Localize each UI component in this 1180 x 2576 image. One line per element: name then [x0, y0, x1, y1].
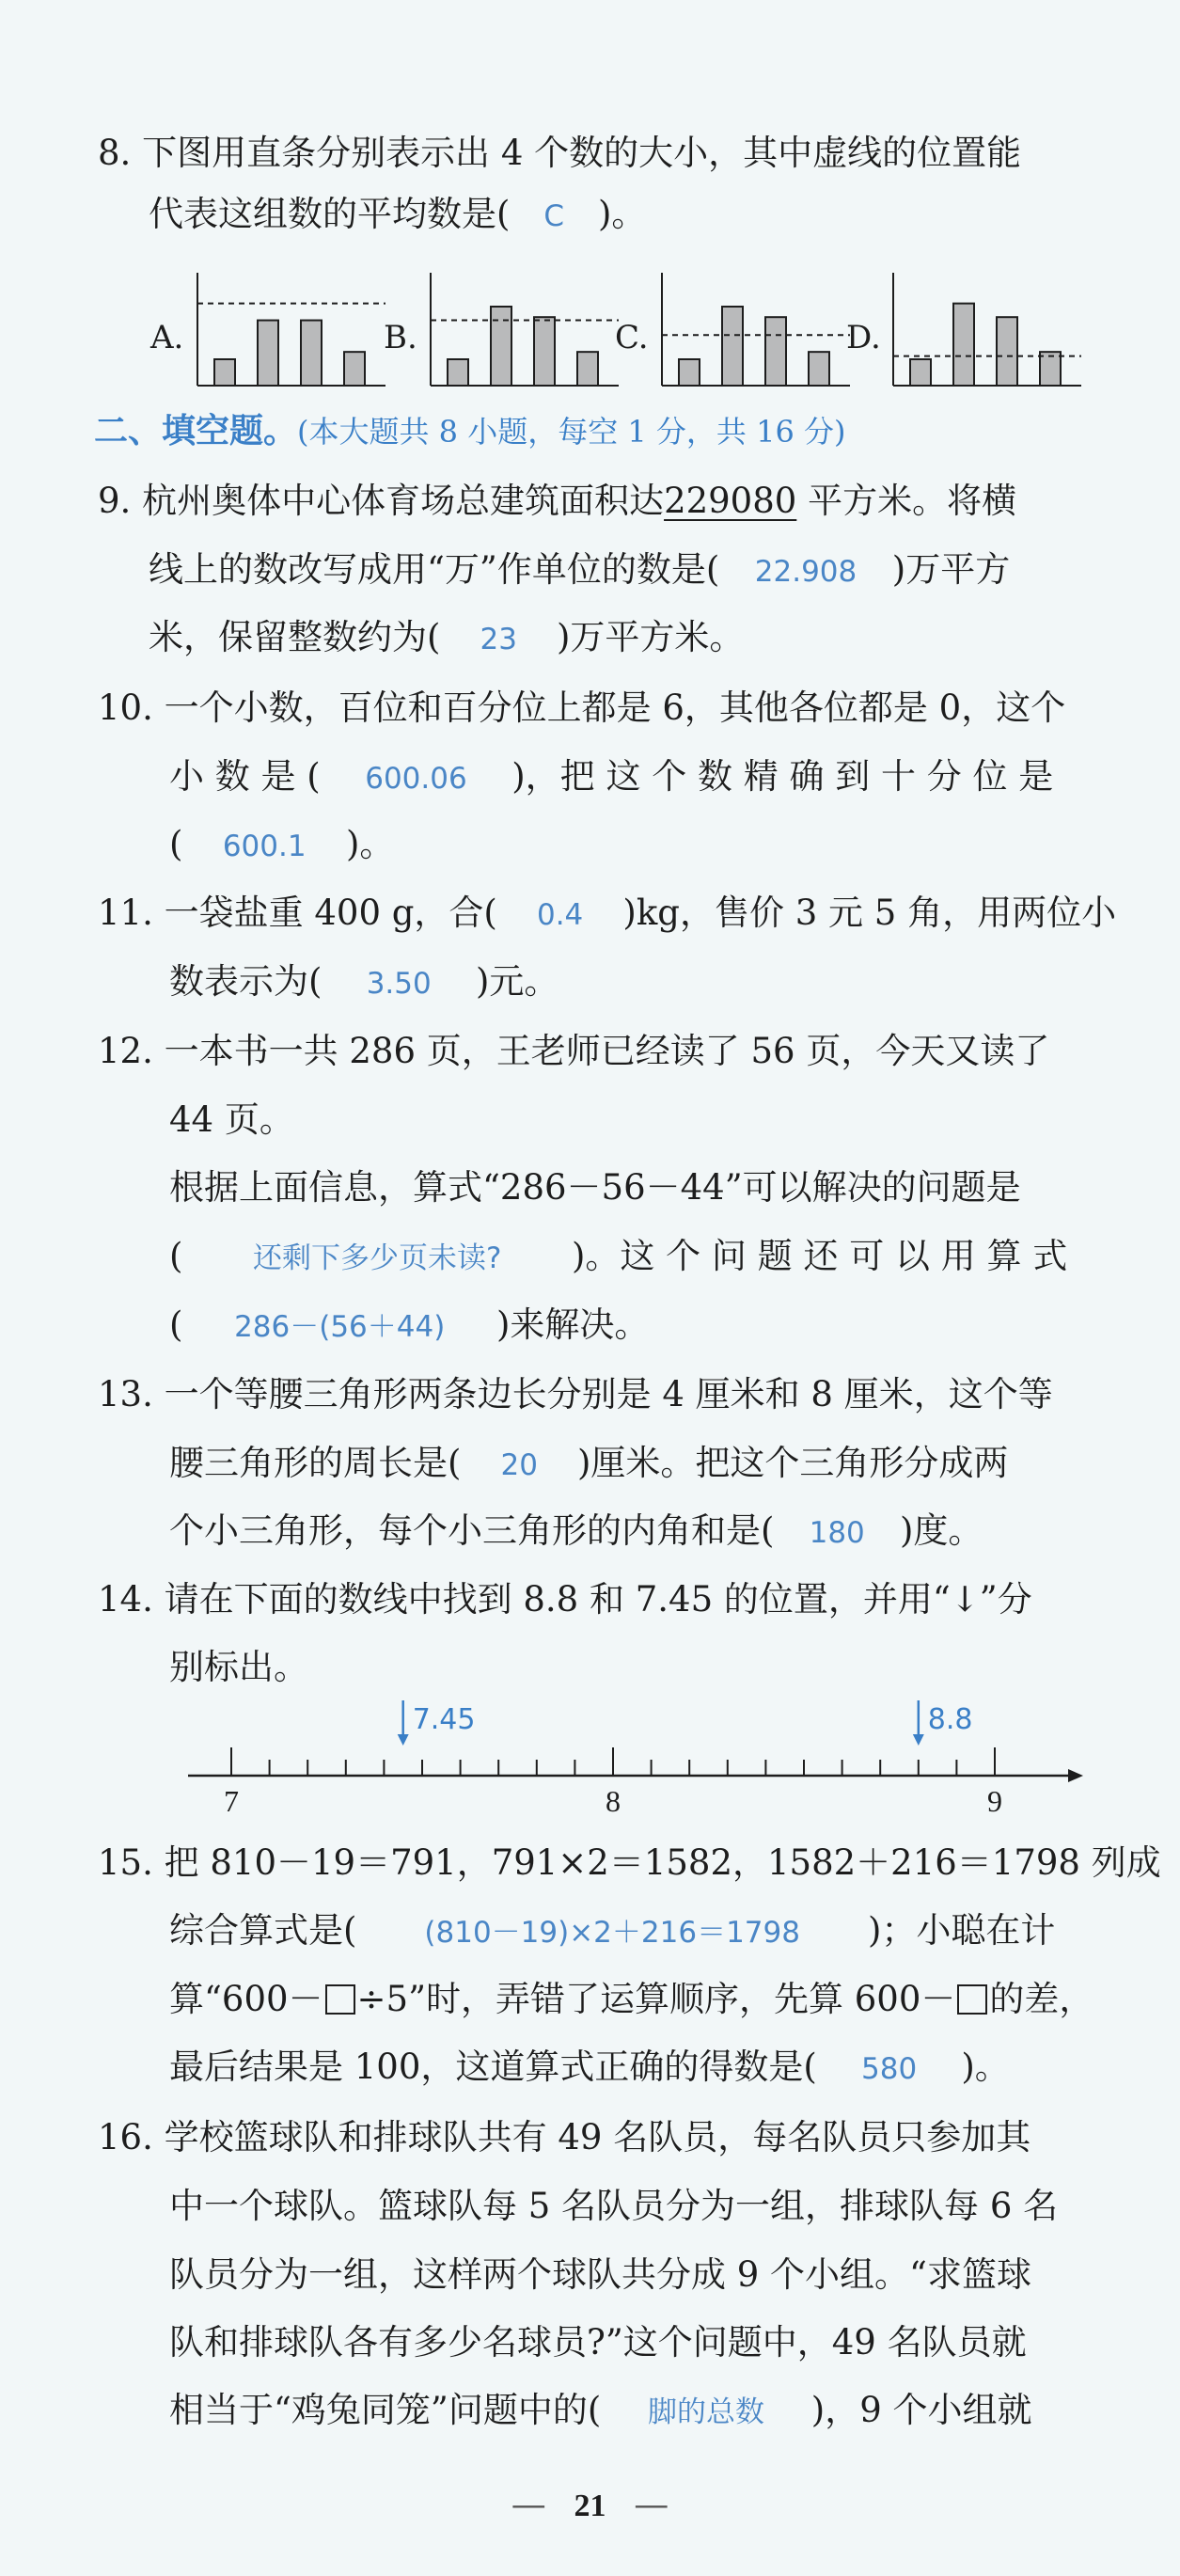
- chart-option-label: D.: [846, 319, 881, 356]
- q8-line2-text: 代表这组数的平均数是(: [149, 194, 511, 234]
- q10-answer2: 600.1: [222, 830, 307, 863]
- q16-text5-end: )，9 个小组就: [810, 2390, 1032, 2430]
- q13-line1: 13. 一个等腰三角形两条边长分别是 4 厘米和 8 厘米，这个等: [98, 1374, 1053, 1414]
- page-number-value: 21: [574, 2489, 606, 2523]
- chart-option-label: B.: [384, 319, 417, 356]
- q12-answer2: 286－(56＋44): [234, 1310, 446, 1344]
- q15-line4: [169, 2046, 1010, 2091]
- number-line-tick-label: 9: [987, 1784, 1002, 1818]
- q16-answer1: 脚的总数: [648, 2395, 765, 2429]
- q16-line4: 队和排球队各有多少名球员?”这个问题中，49 名队员就: [169, 2322, 1027, 2363]
- q13-answer1: 20: [500, 1448, 538, 1482]
- q11-text1-end: )kg，售价 3 元 5 角，用两位小: [622, 893, 1117, 933]
- q9-answer2: 23: [480, 623, 517, 656]
- q13-text2: 腰三角形的周长是(: [169, 1443, 462, 1483]
- arrow-head-icon: [398, 1734, 409, 1746]
- q12-text5-end: )来解决。: [496, 1304, 650, 1345]
- q9-text1-end: 平方米。将横: [808, 481, 1017, 521]
- q16-text5: 相当于“鸡兔同笼”问题中的(: [169, 2390, 602, 2430]
- page-number: — 21 —: [511, 2484, 669, 2524]
- q15-answer1: (810－19)×2＋216＝1798: [424, 1916, 800, 1950]
- q13-answer2: 180: [809, 1516, 865, 1550]
- q15-text3c: 的差，: [989, 1979, 1094, 2019]
- q12-line3: 根据上面信息，算式“286－56－44”可以解决的问题是: [169, 1167, 1021, 1208]
- q15-answer2: 580: [861, 2052, 918, 2086]
- chart-option-label: C.: [615, 319, 649, 356]
- q11-answer1: 0.4: [536, 898, 584, 932]
- q15-text3a: 算“600－: [169, 1979, 323, 2019]
- blank-box-icon: [325, 1984, 355, 2015]
- q15-text4-end: )。: [961, 2047, 1010, 2087]
- q15-line2: [169, 1909, 1055, 1954]
- q15-text2: 综合算式是(: [169, 1910, 357, 1951]
- number-line-tick-label: 8: [606, 1784, 621, 1818]
- q10-text2: 小 数 是 (: [169, 756, 321, 797]
- chart-option-label: A.: [150, 319, 184, 356]
- number-line-tick-label: 7: [224, 1784, 239, 1818]
- q10-line1: 10. 一个小数，百位和百分位上都是 6，其他各位都是 0，这个: [98, 687, 1066, 728]
- q15-line3: [169, 1978, 1093, 2021]
- q14-line2: 别标出。: [169, 1647, 308, 1687]
- q8-line2-end: )。: [597, 194, 647, 234]
- q9-text1: 9. 杭州奥体中心体育场总建筑面积达: [98, 481, 665, 521]
- q10-text3: (: [169, 824, 183, 864]
- arrow-right-icon: [1068, 1769, 1083, 1782]
- q12-text4: (: [169, 1236, 183, 1276]
- q12-text5: (: [169, 1304, 183, 1345]
- number-line-mark-label: 8.8: [927, 1703, 973, 1736]
- q12-text4-end: )。这 个 问 题 还 可 以 用 算 式: [571, 1236, 1068, 1276]
- q14-line1: 14. 请在下面的数线中找到 8.8 和 7.45 的位置，并用“↓”分: [98, 1579, 1032, 1620]
- q12-answer1: 还剩下多少页未读?: [252, 1241, 502, 1275]
- q12-line1: 12. 一本书一共 286 页，王老师已经读了 56 页，今天又读了: [98, 1031, 1050, 1071]
- q11-text1: 11. 一袋盐重 400 g，合(: [98, 893, 497, 933]
- q10-answer1: 600.06: [365, 762, 467, 796]
- q8-answer: C: [543, 199, 565, 233]
- q11-answer2: 3.50: [366, 967, 432, 1001]
- q11-text2-end: )元。: [475, 961, 559, 1002]
- q15-line1: 15. 把 810－19＝791，791×2＝1582，1582＋216＝1798 列成: [98, 1842, 1161, 1883]
- q9-text3: 米，保留整数约为(: [149, 617, 441, 657]
- q13-text2-end: )厘米。把这个三角形分成两: [576, 1443, 1009, 1483]
- q11-text2: 数表示为(: [169, 961, 323, 1002]
- q9-text3-end: )万平方米。: [556, 617, 745, 657]
- section2-note: (本大题共 8 小题，每空 1 分，共 16 分): [297, 414, 846, 450]
- q9-text2: 线上的数改写成用“万”作单位的数是(: [149, 549, 720, 590]
- q9-number: 229080: [664, 481, 797, 521]
- q16-line5: [169, 2389, 1032, 2434]
- number-line-mark-label: 7.45: [412, 1703, 476, 1736]
- q16-line3: 队员分为一组，这样两个球队共分成 9 个小组。“求篮球: [169, 2254, 1031, 2295]
- q10-text2-end: )，把 这 个 数 精 确 到 十 分 位 是: [511, 756, 1054, 797]
- q13-text3: 个小三角形，每个小三角形的内角和是(: [169, 1510, 775, 1551]
- arrow-head-icon: [913, 1734, 924, 1746]
- q13-text3-end: )度。: [899, 1510, 983, 1551]
- q9-answer1: 22.908: [754, 555, 857, 589]
- q9-text2-end: )万平方: [891, 549, 1011, 590]
- q15-text2-end: )；小聪在计: [867, 1910, 1056, 1951]
- q10-text3-end: )。: [345, 824, 395, 864]
- q16-line1: 16. 学校篮球队和排球队共有 49 名队员，每名队员只参加其: [98, 2117, 1031, 2157]
- q15-text3b: ÷5”时，弄错了运算顺序，先算 600－: [356, 1979, 956, 2019]
- q8-line1: 8. 下图用直条分别表示出 4 个数的大小，其中虚线的位置能: [98, 133, 1022, 173]
- q15-text4: 最后结果是 100，这道算式正确的得数是(: [169, 2047, 817, 2087]
- q12-line2: 44 页。: [169, 1099, 294, 1140]
- blank-box-icon: [957, 1984, 987, 2015]
- section2-title: 二、填空题。: [94, 412, 298, 450]
- q16-line2: 中一个球队。篮球队每 5 名队员分为一组，排球队每 6 名: [169, 2186, 1059, 2226]
